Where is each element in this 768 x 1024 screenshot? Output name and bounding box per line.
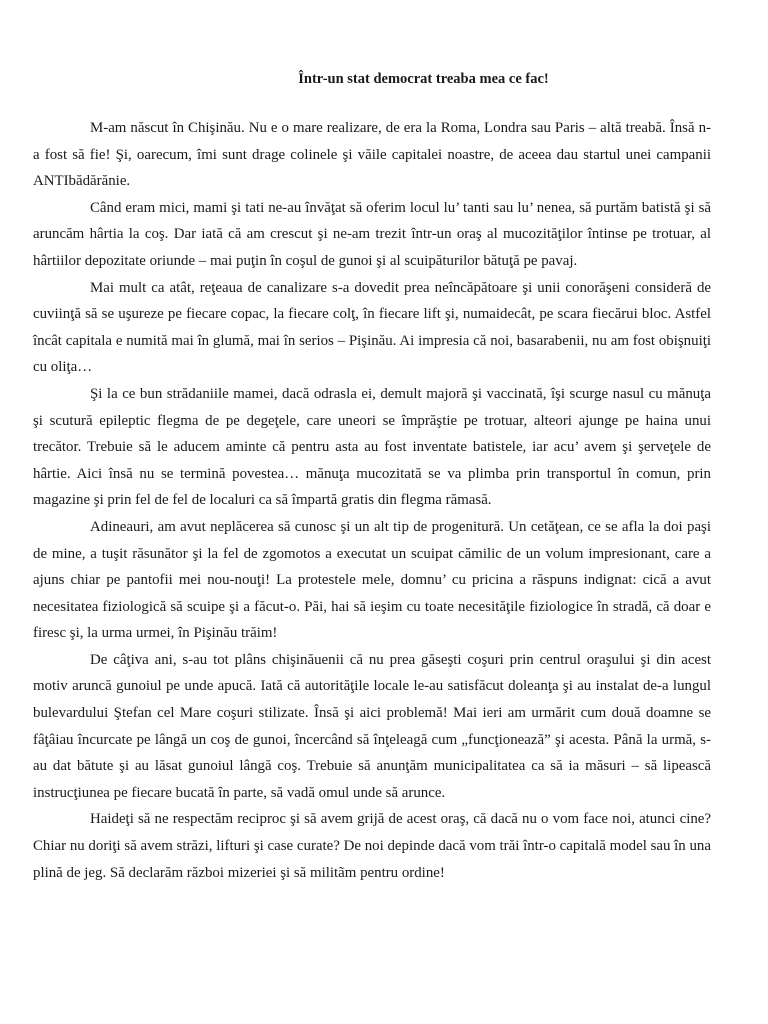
paragraph-2: Când eram mici, mami şi tati ne-au învăţat să oferim locul lu’ tanti sau lu’ nenea, să purtăm batistă şi să aruncăm hârtia la coş. Dar iată că am crescut şi ne-am trezit într-un oraş al mucozităţilor întinse pe trotuar, al hârtiilor depozitate oriunde – mai puţin în coşul de gunoi şi al scuipăturilor bătuţă pe pavaj. xyxy=(33,199,711,269)
paragraph-3: Mai mult ca atât, reţeaua de canalizare s-a dovedit prea neîncăpătoare şi unii conorăşeni consideră de cuviinţă să se uşureze pe fiecare copac, la fiecare colţ, în fiecare lift şi, numaidecât, pe scara fiecărui bloc. Astfel încât capitala e numită mai în glumă, mai în serios – Pişinău. Ai impresia că noi, basarabenii, nu am fost obişnuiţi cu oliţa… xyxy=(33,279,711,376)
document-body xyxy=(33,115,711,886)
document-title: Într-un stat democrat treaba mea ce fac! xyxy=(298,71,549,87)
paragraph-4: Şi la ce bun strădaniile mamei, dacă odrasla ei, demult majoră şi vaccinată, îşi scurge nasul cu mănuţa şi scutură epileptic flegma de pe degeţele, care uneori se împrăştie pe trotuar, alteori ajunge pe haina unui trecător. Trebuie să le aducem aminte că pentru asta au fost inventate batistele, iar acu’ avem şi şerveţele de hârtie. Aici însă nu se termină povestea… mănuţa mucozitată se va plimba prin transportul în comun, prin magazine şi prin fel de fel de localuri ca să împartă gratis din flegma rămasă. xyxy=(33,385,711,509)
paragraph-1: M-am născut în Chişinău. Nu e o mare realizare, de era la Roma, Londra sau Paris – altă treabă. Însă n-a fost să fie! Şi, oarecum, îmi sunt drage colinele şi văile capitalei noastre, de aceea dau startul unei campanii ANTIbădărănie. xyxy=(33,120,711,190)
paragraph-7: Haideţi să ne respectăm reciproc şi să avem grijă de acest oraş, că dacă nu o vom face noi, atunci cine? Chiar nu doriţi să avem străzi, lifturi şi case curate? De noi depinde dacă vom trăi într-o capitală model sau în una plină de jeg. Să declarăm război mizeriei şi să militãm pentru ordine! xyxy=(33,811,711,881)
paragraph-6: De câţiva ani, s-au tot plâns chişinăuenii că nu prea găseşti coşuri prin centrul oraşului şi din acest motiv aruncă gunoiul pe unde apucă. Iată că autorităţile locale le-au satisfăcut doleanţa şi au instalat de-a lungul bulevardului Ştefan cel Mare coşuri stilizate. Însă şi aici problemă! Mai ieri am urmărit cum două doamne se fâţâiau încurcate pe lângă un coş de gunoi, încercând să înţeleagă cum „funcţionează” şi acesta. Până la urmă, s-au dat bătute şi au lăsat gunoiul lângă coş. Trebuie să anunţăm municipalitatea ca să ia măsuri – să lipească instrucţiunea pe fiecare bucată în parte, să vadă omul unde să arunce. xyxy=(33,651,711,801)
paragraph-5: Adineauri, am avut neplăcerea să cunosc şi un alt tip de progenitură. Un cetăţean, ce se afla la doi paşi de mine, a tuşit răsunător şi la fel de zgomotos a executat un scuipat cămilic de un volum impresionant, care a ajuns chiar pe pantofii mei nou-nouţi! La protestele mele, domnu’ cu pricina a răspuns indignat: cică a avut necesitatea fiziologică să scuipe şi a făcut-o. Păi, hai să ieşim cu toate necesităţile fiziologice în stradă, că doar e firesc şi, la urma urmei, în Pişinău trăim! xyxy=(33,518,711,642)
